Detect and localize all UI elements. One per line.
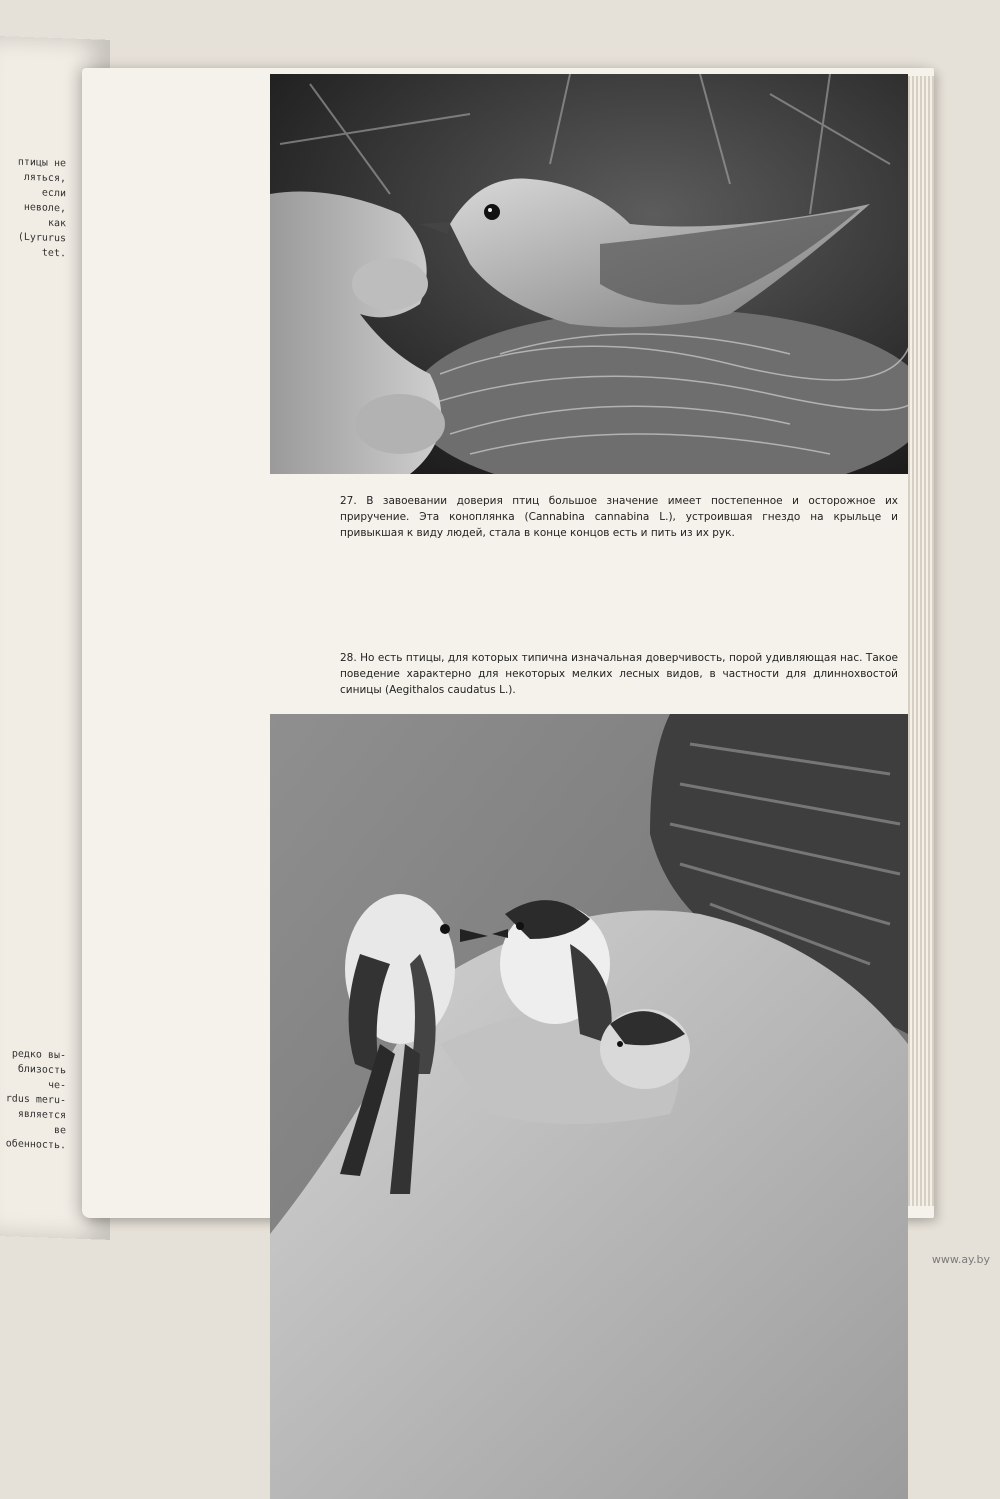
caption-figure-27: 27. В завоевании доверия птиц большое значение имеет постепенное и осторожное их приручение. Эта коноплянка (Cannabina cannabina L.), устроившая гнездо на крыльце и привыкшая к виду людей, стала в конце концов есть и пить из их рук. (340, 495, 898, 539)
photo-long-tailed-tits (270, 714, 908, 1499)
tits-photo-illustration (270, 714, 908, 1499)
left-page-text-bottom: редко вы- близость че- rdus meru- является ве обенность. (5, 1048, 66, 1152)
photo-linnet-on-nest (270, 74, 908, 474)
caption-figure-28: 28. Но есть птицы, для которых типична изначальная доверчивость, порой удивляющая нас. Такое поведение характерно для некоторых мелких лесных видов, в частности для длиннохвостой синицы (Aegithalos caudatus L.). (340, 652, 898, 696)
linnet-photo-illustration (270, 74, 908, 474)
left-page-text-top: птицы не ляться, если неволе, как (Lyrurus tet. (17, 156, 66, 260)
page-stack-edge (908, 76, 934, 1206)
watermark: www.ay.by (931, 1253, 990, 1266)
